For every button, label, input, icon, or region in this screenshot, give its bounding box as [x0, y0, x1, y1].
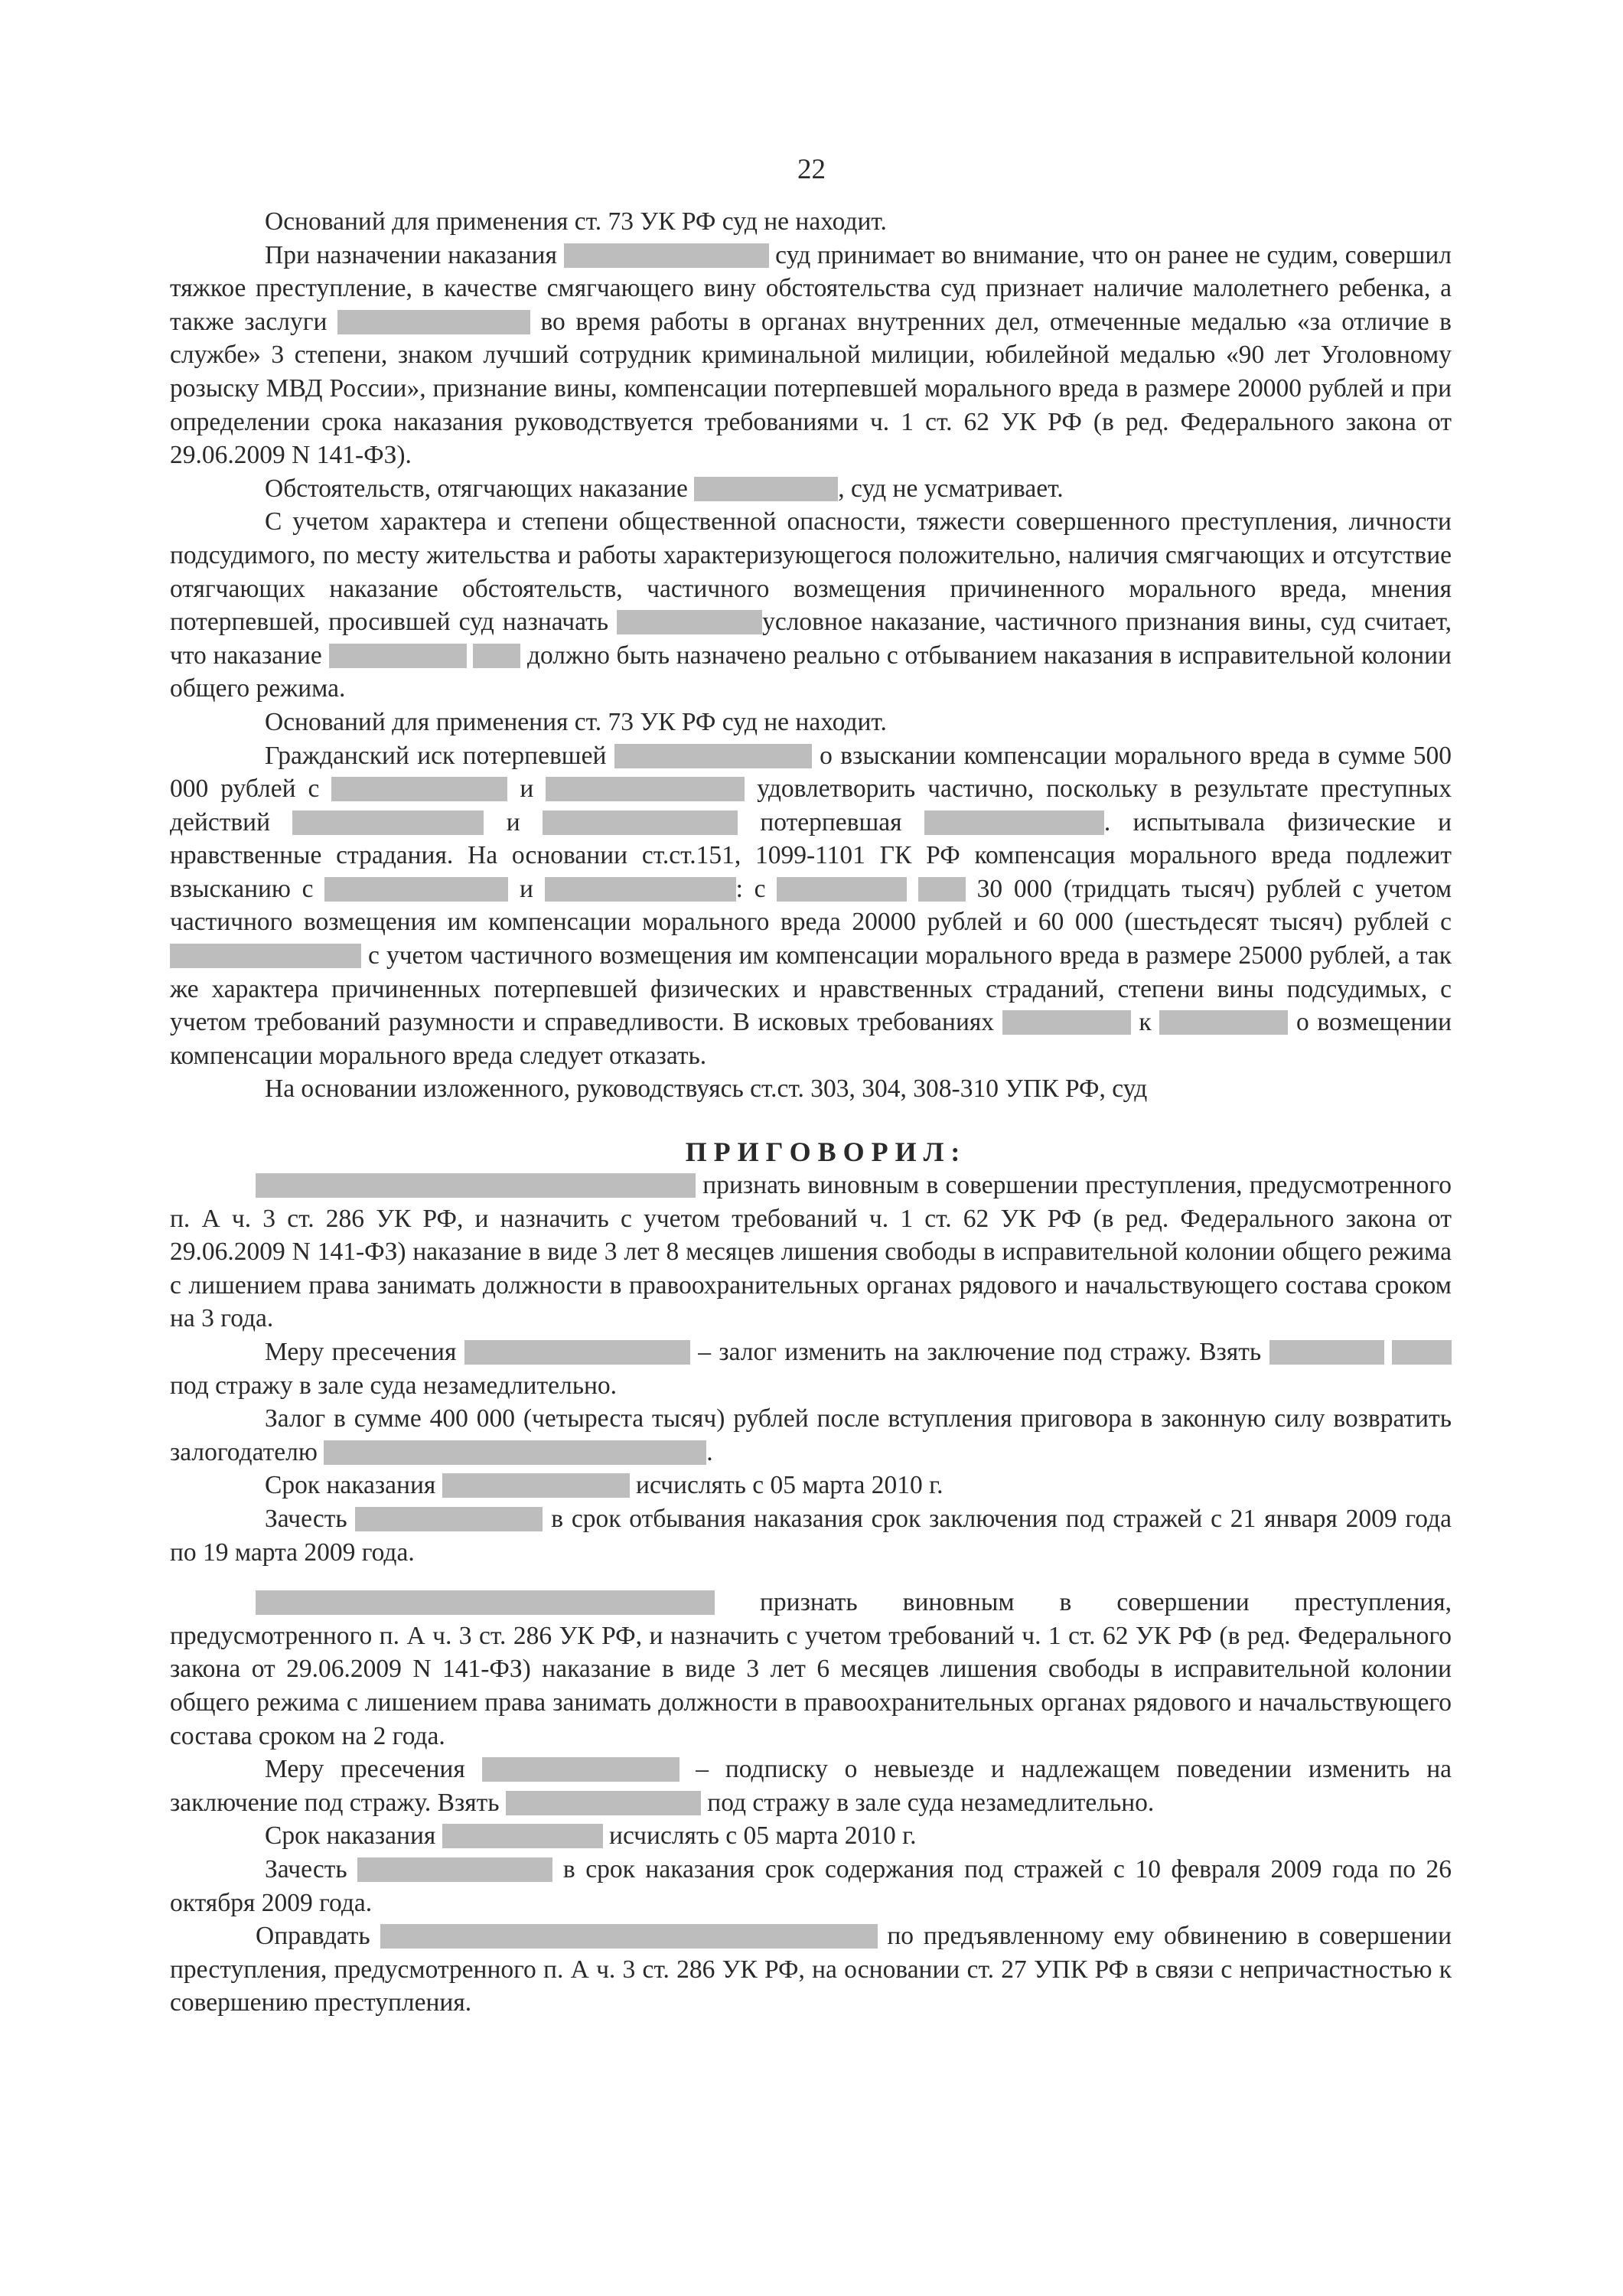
- redacted-name: [694, 477, 838, 501]
- paragraph: Меру пресечения – подписку о невыезде и надлежащем поведении изменить на заключение под стражу. Взять под стражу в зале суда незамедлительно.: [170, 1755, 1452, 1817]
- redacted-name: [256, 1590, 715, 1615]
- redacted-name: [380, 1924, 878, 1949]
- redacted-name: [1392, 1340, 1452, 1365]
- paragraph: На основании изложенного, руководствуясь ст.ст. 303, 304, 308-310 УПК РФ, суд: [265, 1075, 1148, 1104]
- redacted-name: [614, 744, 812, 768]
- paragraph: Срок наказания исчислять с 05 марта 2010 г.: [265, 1471, 943, 1500]
- redacted-name: [331, 777, 507, 801]
- paragraph: Оснований для применения ст. 73 УК РФ суд не находит.: [265, 207, 887, 236]
- redacted-name: [1269, 1340, 1384, 1365]
- redacted-name: [355, 1507, 543, 1531]
- redacted-name: [1159, 1010, 1288, 1035]
- redacted-name: [543, 810, 738, 835]
- paragraph: признать виновным в совершении преступления, предусмотренного п. А ч. 3 ст. 286 УК РФ, и назначить с учетом требований ч. 1 ст. 62 УК РФ (в ред. Федерального закона от 29.06.2009 N 141-ФЗ) наказание в виде 3 лет 6 месяцев лишения свободы в исправительной колонии общего режима с лишением права занимать должности в правоохранительных органах рядового и начальствующего состава сроком на 2 года.: [170, 1588, 1452, 1750]
- redacted-name: [546, 777, 745, 801]
- redacted-name: [170, 944, 361, 968]
- paragraph: Залог в сумме 400 000 (четыреста тысяч) рублей после вступления приговора в законную силу возвратить залогодателю .: [170, 1404, 1452, 1466]
- redacted-name: [442, 1824, 603, 1848]
- redacted-name: [617, 610, 762, 634]
- redacted-name: [777, 877, 907, 902]
- redacted-name: [324, 877, 508, 902]
- redacted-name: [329, 644, 467, 668]
- redacted-name: [442, 1473, 630, 1498]
- redacted-name: [292, 810, 484, 835]
- paragraph: Оснований для применения ст. 73 УК РФ суд не находит.: [265, 707, 887, 736]
- redacted-name: [464, 1340, 690, 1365]
- paragraph: Гражданский иск потерпевшей о взыскании компенсации морального вреда в сумме 500 000 рублей с и удовлетворить частично, поскольку в результате преступных действий и потерпевшая . испытывала физические и нравственные страдания. На основании ст.ст.151, 1099-1101 ГК РФ компенсация морального вреда подлежит взысканию с и : с 30 000 (тридцать тысяч) рублей с учетом частичного возмещения им компенсации морального вреда 20000 рублей и 60 000 (шестьдесят тысяч) рублей с с учетом частичного возмещения им компенсации морального вреда в размере 25000 рублей, а так же характера причиненных потерпевшей физических и нравственных страданий, степени вины подсудимых, с учетом требований разумности и справедливости. В исковых требованиях к о возмещении компенсации морального вреда следует отказать.: [170, 741, 1452, 1070]
- redacted-name: [256, 1173, 696, 1198]
- redacted-name: [564, 243, 769, 268]
- paragraph: Срок наказания исчислять с 05 марта 2010 г.: [265, 1821, 917, 1851]
- redacted-name: [924, 810, 1104, 835]
- paragraph: Обстоятельств, отягчающих наказание , суд не усматривает.: [265, 474, 1064, 503]
- verdict-heading: ПРИГОВОРИЛ:: [685, 1137, 967, 1168]
- redacted-name: [357, 1857, 552, 1882]
- paragraph: С учетом характера и степени общественной опасности, тяжести совершенного преступления, личности подсудимого, по месту жительства и работы характеризующегося положительно, наличия смягчающих и отсутствие отягчающих наказание обстоятельств, частичного возмещения причиненного морального вреда, мнения потерпевшей, просившей суд назначать условное наказание, частичного признания вины, суд считает, что наказание должно быть назначено реально с отбыванием наказания в исправительной колонии общего режима.: [170, 507, 1452, 703]
- paragraph: Оправдать по предъявленному ему обвинению в совершении преступления, предусмотренного п. А ч. 3 ст. 286 УК РФ, на основании ст. 27 УПК РФ в связи с непричастностью к совершению преступления.: [170, 1922, 1452, 2017]
- redacted-name: [1002, 1010, 1131, 1035]
- redacted-name: [506, 1791, 701, 1815]
- document-body: [170, 205, 1452, 2020]
- redacted-name: [545, 877, 736, 902]
- paragraph: Меру пресечения – залог изменить на заключение под стражу. Взять под стражу в зале суда незамедлительно.: [170, 1336, 1452, 1402]
- redacted-name: [473, 644, 520, 668]
- page-number: 22: [797, 154, 826, 185]
- paragraph: Зачесть в срок отбывания наказания срок заключения под стражей с 21 января 2009 года по 19 марта 2009 года.: [170, 1504, 1452, 1567]
- redacted-name: [482, 1757, 680, 1782]
- paragraph: При назначении наказания суд принимает во внимание, что он ранее не судим, совершил тяжкое преступление, в качестве смягчающего вину обстоятельства суд признает наличие малолетнего ребенка, а также заслуги во время работы в органах внутренних дел, отмеченные медалью «за отличие в службе» 3 степени, знаком лучший сотрудник криминальной милиции, юбилейной медалью «90 лет Уголовному розыску МВД России», признание вины, компенсации потерпевшей морального вреда в размере 20000 рублей и при определении срока наказания руководствуется требованиями ч. 1 ст. 62 УК РФ (в ред. Федерального закона от 29.06.2009 N 141-ФЗ).: [170, 240, 1452, 470]
- redacted-name: [337, 310, 530, 334]
- redacted-name: [324, 1440, 706, 1465]
- redacted-name: [918, 877, 966, 902]
- paragraph: Зачесть в срок наказания срок содержания под стражей с 10 февраля 2009 года по 26 октября 2009 года.: [170, 1854, 1452, 1917]
- paragraph: признать виновным в совершении преступления, предусмотренного п. А ч. 3 ст. 286 УК РФ, и назначить с учетом требований ч. 1 ст. 62 УК РФ (в ред. Федерального закона от 29.06.2009 N 141-ФЗ) наказание в виде 3 лет 8 месяцев лишения свободы в исправительной колонии общего режима с лишением права занимать должности в правоохранительных органах рядового и начальствующего состава сроком на 3 года.: [170, 1171, 1452, 1333]
